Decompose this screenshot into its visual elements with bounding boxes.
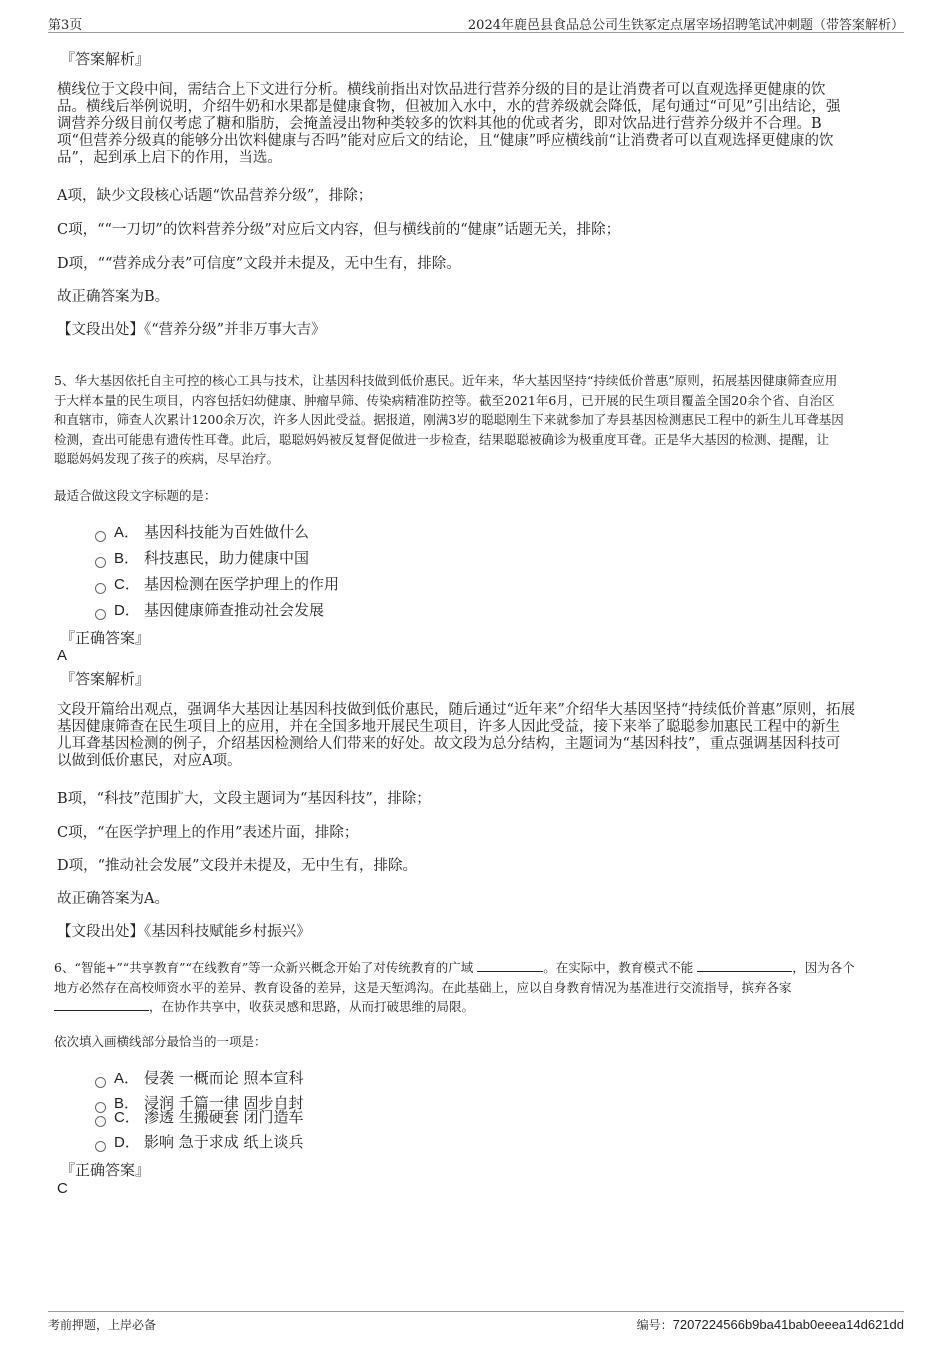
blank-3[interactable] [54,999,149,1011]
q5-option-b-note: B项，“科技”范围扩大，文段主题词为“基因科技”，排除； [57,791,431,807]
q5-analysis-line: 儿耳聋基因检测的例子，介绍基因检测给人们带来的好处。故文段为总分结构，主题词为“基因科技”，重点强调基因科技可 [57,736,841,752]
q5-analysis-line: 文段开篇给出观点，强调华大基因让基因科技做到低价惠民，随后通过“近年来”介绍华大基因坚持“持续低价普惠”原则，拓展 [57,702,856,718]
q5-stem-line: 和直辖市，筛查人次累计1200余万次，许多人因此受益。据报道，刚满3岁的聪聪刚生下来就参加了寿县基因检测惠民工程中的新生儿耳聋基因 [54,412,844,427]
blank-1[interactable] [477,960,543,972]
q4-analysis-line: 调营养分级目前仅考虑了糖和脂肪，会掩盖浸出物种类较多的饮料其他的优或者劣，即对饮品进行营养分级并不合理。B [57,116,822,132]
q5-answer: A [57,647,68,664]
q5-stem-line: 5、华大基因依托自主可控的核心工具与技术，让基因科技做到低价惠民。近年来，华大基因坚持“持续低价普惠”原则，拓展基因健康筛查应用 [54,373,838,388]
page-header [48,14,904,33]
q5-source: 【文段出处】《基因科技赋能乡村振兴》 [57,924,311,940]
radio-icon[interactable] [95,583,106,594]
q6-option-d[interactable]: D． 影响 急于求成 纸上谈兵 [95,1131,304,1153]
q6-stem-line: 地方必然存在高校师资水平的差异、教育设备的差异，这是天堑鸿沟。在此基础上，应以自身教育情况为基准进行交流指导，摈弃各家 [54,979,792,995]
q5-stem-line: 检测，查出可能患有遗传性耳聋。此后，聪聪妈妈被反复督促做进一步检查，结果聪聪被确诊为极重度耳聋。正是华大基因的检测、提醒，让 [54,431,830,447]
q6-stem [54,958,906,1017]
q4-conclusion: 故正确答案为B。 [57,289,170,305]
q4-option-c-note: C项，““一刀切”的饮料营养分级”对应后文内容，但与横线前的“健康”话题无关，排除； [57,222,621,238]
q5-option-c-note: C项，“在医学护理上的作用”表述片面，排除； [57,825,359,841]
q5-option-d[interactable]: D． 基因健康筛查推动社会发展 [95,599,324,621]
q4-analysis-line: 横线位于文段中间，需结合上下文进行分析。横线前指出对饮品进行营养分级的目的是让消费者可以直观选择更健康的饮 [57,82,826,98]
q5-option-b[interactable]: B． 科技惠民，助力健康中国 [95,547,309,569]
q5-analysis [57,702,897,770]
q6-option-b[interactable]: B． 浸润 千篇一律 固步自封 [95,1092,304,1114]
radio-icon[interactable] [95,1077,106,1088]
q4-source: 【文段出处】《“营养分级”并非万事大吉》 [57,322,326,338]
q6-answer: C [57,1180,68,1197]
radio-icon[interactable] [95,557,106,568]
q4-analysis-label: 『答案解析』 [60,50,151,68]
blank-2[interactable] [697,960,792,972]
q4-option-d-note: D项，““营养成分表”可信度”文段并未提及，无中生有，排除。 [57,256,461,272]
q6-question: 依次填入画横线部分最恰当的一项是： [54,1034,267,1049]
q4-option-a-note: A项，缺少文段核心话题“饮品营养分级”，排除； [57,188,373,204]
q5-stem-line: 于大样本量的民生项目，内容包括妇幼健康、肿瘤早筛、传染病精准防控等。截至2021年6月，已开展的民生项目覆盖全国20余个省、自治区 [54,392,835,408]
footer-code: 编号：7207224566b9ba41bab0eeea14d621dd [636,1317,904,1332]
q4-analysis-line: 品。横线后举例说明，介绍牛奶和水果都是健康食物，但被加入水中，水的营养级就会降低，尾句通过“可见”引出结论，强 [57,99,841,115]
radio-icon[interactable] [95,1116,106,1127]
q5-question: 最适合做这段文字标题的是： [54,488,217,503]
q5-option-c[interactable]: C． 基因检测在医学护理上的作用 [95,573,339,595]
radio-icon[interactable] [95,609,106,620]
q5-stem-line: 聪聪妈妈发现了孩子的疾病，尽早治疗。 [54,451,280,466]
q5-analysis-label: 『答案解析』 [60,670,151,688]
q5-conclusion: 故正确答案为A。 [57,891,169,907]
q5-option-d-note: D项，“推动社会发展”文段并未提及，无中生有，排除。 [57,858,417,874]
q4-analysis-line: 项“但营养分级真的能够分出饮料健康与否吗”能对应后文的结论，且“健康”呼应横线前“让消费者可以直观选择更健康的饮 [57,133,834,149]
page-number: 第3页 [48,18,83,33]
document-title: 2024年鹿邑县食品总公司生铁冢定点屠宰场招聘笔试冲刺题（带答案解析） [467,18,904,33]
q5-option-a[interactable]: A． 基因科技能为百姓做什么 [95,521,309,543]
q6-stem-line: 6、“智能+”“共享教育”“在线教育”等一众新兴概念开始了对传统教育的广域 。在实际中，教育模式不能 ，因为各个 [54,960,855,975]
q5-answer-label: 『正确答案』 [60,629,151,647]
q6-stem-line: ，在协作共享中，收获灵感和思路，从而打破思维的局限。 [54,997,906,1017]
q6-option-c[interactable]: C． 渗透 生搬硬套 闭门造车 [95,1106,304,1128]
q5-analysis-line: 基因健康筛查在民生项目上的应用，并在全国多地开展民生项目，许多人因此受益，接下来举了聪聪参加惠民工程中的新生 [57,719,840,735]
q6-answer-label: 『正确答案』 [60,1161,151,1179]
footer-slogan: 考前押题，上岸必备 [48,1318,157,1332]
radio-icon[interactable] [95,531,106,542]
page-footer [48,1311,904,1337]
q6-option-a[interactable]: A． 侵袭 一概而论 照本宣科 [95,1067,304,1089]
q5-analysis-line: 以做到低价惠民，对应A项。 [57,753,242,769]
q5-stem [54,371,904,469]
radio-icon[interactable] [95,1141,106,1152]
q4-analysis [57,82,897,167]
q4-analysis-line: 品”，起到承上启下的作用，当选。 [57,150,282,166]
